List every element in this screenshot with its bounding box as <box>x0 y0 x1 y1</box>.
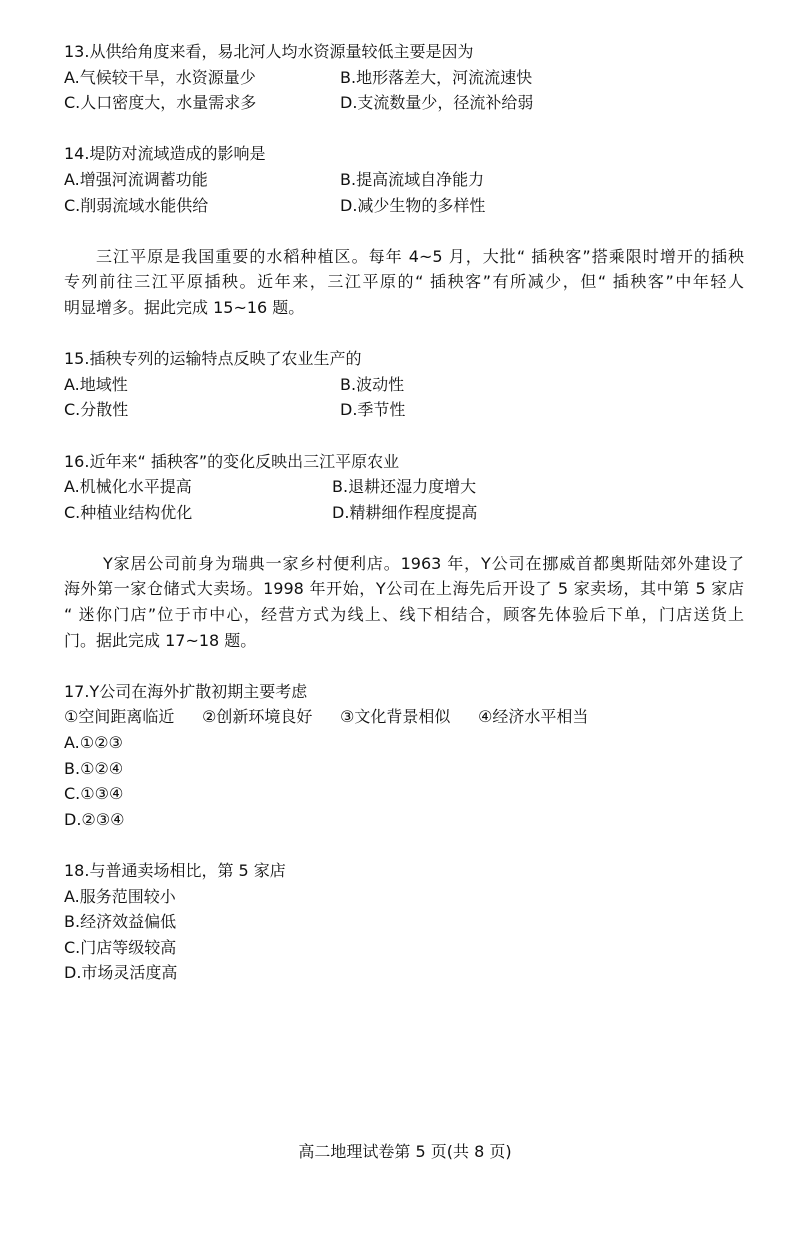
question-16-option-b: B.退耕还湿力度增大 <box>332 477 477 497</box>
question-17-option-b: B.①②④ <box>64 758 124 778</box>
question-13-option-c: C.人口密度大，水量需求多 <box>64 93 257 113</box>
question-16-stem: 16.近年来“ 插秧客”的变化反映出三江平原农业 <box>64 451 400 471</box>
question-17-item-2: ②创新环境良好 <box>202 707 313 727</box>
question-16-options-row-2 <box>64 500 744 526</box>
passage-1-line-3: 明显增多。据此完成 15~16 题。 <box>64 297 305 317</box>
question-15-option-a: A.地域性 <box>64 374 128 394</box>
question-14-option-b: B.提高流域自净能力 <box>340 169 485 189</box>
question-15-stem: 15.插秧专列的运输特点反映了农业生产的 <box>64 349 362 369</box>
question-17-option-c: C.①③④ <box>64 784 124 804</box>
question-13-stem: 13.从供给角度来看，易北河人均水资源量较低主要是因为 <box>64 42 474 61</box>
question-14-stem: 14.堤防对流域造成的影响是 <box>64 144 266 164</box>
question-18-option-b: B.经济效益偏低 <box>64 912 177 932</box>
question-17-items <box>64 704 744 730</box>
page-footer: 高二地理试卷第 5 页(共 8 页) <box>298 1142 512 1161</box>
question-15-option-c: C.分散性 <box>64 400 129 420</box>
question-16-option-d: D.精耕细作程度提高 <box>332 502 478 522</box>
question-14-options-row-1 <box>64 167 744 193</box>
question-13-options-row-2 <box>64 90 744 116</box>
question-14-option-c: C.削弱流域水能供给 <box>64 195 209 215</box>
question-18-option-c: C.门店等级较高 <box>64 937 177 957</box>
question-15-options-row-1 <box>64 372 744 398</box>
passage-2-line-3: “ 迷你门店”位于市中心，经营方式为线上、线下相结合，顾客先体验后下单，门店送货上 <box>64 605 744 625</box>
question-17-item-3: ③文化背景相似 <box>340 707 451 727</box>
question-13-option-d: D.支流数量少，径流补给弱 <box>340 93 534 113</box>
question-17-item-4: ④经济水平相当 <box>478 707 589 727</box>
question-17-stem: 17.Y公司在海外扩散初期主要考虑 <box>64 681 308 701</box>
question-15-option-b: B.波动性 <box>340 374 405 394</box>
question-15-options-row-2 <box>64 397 744 423</box>
question-14-options-row-2 <box>64 193 744 219</box>
question-16-option-a: A.机械化水平提高 <box>64 477 192 497</box>
question-13-option-b: B.地形落差大，河流流速快 <box>340 67 533 87</box>
question-15-option-d: D.季节性 <box>340 400 406 420</box>
passage-1-line-2: 专列前往三江平原插秧。近年来，三江平原的“ 插秧客”有所减少，但“ 插秧客”中年轻人 <box>64 272 744 292</box>
passage-1-line-1: 三江平原是我国重要的水稻种植区。每年 4~5 月，大批“ 插秧客”搭乘限时增开的插秧 <box>96 246 744 266</box>
question-14-option-d: D.减少生物的多样性 <box>340 195 486 215</box>
page-content <box>64 39 744 986</box>
question-17-item-1: ①空间距离临近 <box>64 707 175 727</box>
question-16-options-row-1 <box>64 474 744 500</box>
question-16-option-c: C.种植业结构优化 <box>64 502 193 522</box>
question-18-stem: 18.与普通卖场相比，第 5 家店 <box>64 861 286 880</box>
passage-2-line-2: 海外第一家仓储式大卖场。1998 年开始，Y公司在上海先后开设了 5 家卖场，其中第 5 家店 <box>64 579 744 599</box>
passage-2-line-4: 门。据此完成 17~18 题。 <box>64 630 257 650</box>
question-18-option-d: D.市场灵活度高 <box>64 963 178 983</box>
question-13-options-row-1 <box>64 65 744 91</box>
question-18-option-a: A.服务范围较小 <box>64 886 176 906</box>
question-13-option-a: A.气候较干旱，水资源量少 <box>64 67 256 87</box>
question-14-option-a: A.增强河流调蓄功能 <box>64 169 208 189</box>
question-17-option-a: A.①②③ <box>64 733 123 753</box>
question-17-option-d: D.②③④ <box>64 809 125 829</box>
passage-2-line-1: Y家居公司前身为瑞典一家乡村便利店。1963 年，Y公司在挪威首都奥斯陆郊外建设了 <box>103 553 744 573</box>
